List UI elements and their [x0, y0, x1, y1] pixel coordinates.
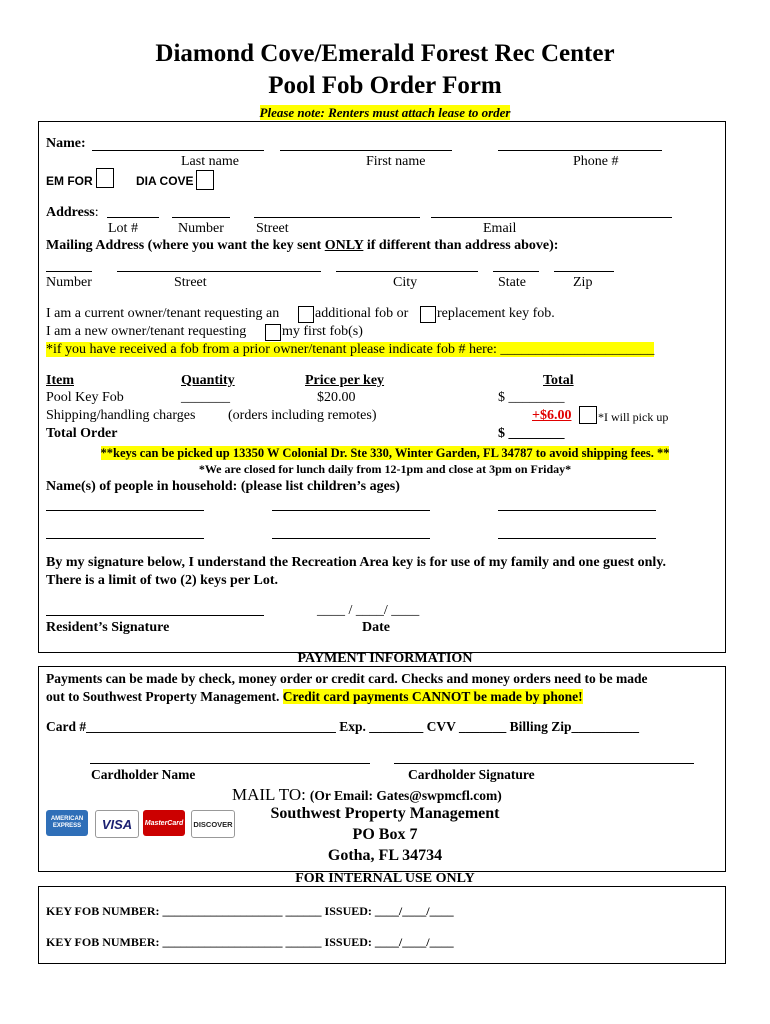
cardholder-signature-label: Cardholder Signature: [408, 767, 535, 782]
pickup-address-note: **keys can be picked up 13350 W Colonial Dr. Ste 330, Winter Garden, FL 34787 to avoid shipping fees. **: [100, 446, 670, 460]
mail-zip-caption: Zip: [573, 275, 593, 290]
cardholder-signature-field[interactable]: [394, 763, 694, 764]
number-caption: Number: [178, 221, 224, 236]
total-order-item: Total Order: [46, 426, 118, 441]
pool-key-fob-item: Pool Key Fob: [46, 390, 124, 405]
form-subtitle: Pool Fob Order Form: [268, 72, 502, 99]
payment-text-1: Payments can be made by check, money order or credit card. Checks and money orders need to be made: [46, 671, 648, 686]
mail-zip-field[interactable]: [554, 271, 614, 272]
phone-field[interactable]: [498, 150, 662, 151]
email-field[interactable]: [431, 217, 672, 218]
replacement-fob-label: replacement key fob.: [437, 306, 555, 321]
household-name-3[interactable]: [498, 510, 656, 511]
pickup-checkbox[interactable]: [579, 406, 597, 424]
lot-field[interactable]: [107, 217, 159, 218]
signature-agreement-2: There is a limit of two (2) keys per Lot.: [46, 573, 279, 588]
total-order-value[interactable]: $ ________: [498, 426, 565, 441]
date-field[interactable]: ____ / ____/ ____: [317, 603, 420, 618]
additional-fob-label: additional fob or: [315, 306, 409, 321]
internal-title: FOR INTERNAL USE ONLY: [295, 871, 475, 886]
company-city: Gotha, FL 34734: [327, 847, 443, 864]
shipping-item: Shipping/handling charges: [46, 408, 196, 423]
mail-city-caption: City: [393, 275, 418, 290]
payment-title: PAYMENT INFORMATION: [297, 651, 473, 666]
internal-section: [38, 886, 726, 964]
closed-hours-note: *We are closed for lunch daily from 12-1pm and close at 3pm on Friday*: [198, 462, 572, 476]
household-label: Name(s) of people in household: (please list children’s ages): [46, 479, 400, 494]
resident-signature-field[interactable]: [46, 615, 264, 616]
last-name-caption: Last name: [181, 154, 239, 169]
pool-key-fob-qty[interactable]: _______: [181, 390, 230, 405]
shipping-total: +$6.00: [532, 408, 572, 423]
mail-state-caption: State: [498, 275, 526, 290]
quantity-header: Quantity: [181, 373, 235, 388]
lot-caption: Lot #: [108, 221, 138, 236]
renters-note: Please note: Renters must attach lease to order: [259, 105, 511, 120]
amex-logo: AMERICAN EXPRESS: [46, 810, 88, 836]
mail-street-field[interactable]: [117, 271, 321, 272]
street-caption: Street: [256, 221, 289, 236]
last-name-field[interactable]: [92, 150, 264, 151]
mail-city-field[interactable]: [336, 271, 478, 272]
discover-logo: DISCOVER: [191, 810, 235, 838]
mail-number-field[interactable]: [46, 271, 92, 272]
household-name-6[interactable]: [498, 538, 656, 539]
request-line-2a: I am a new owner/tenant requesting: [46, 324, 247, 339]
mail-to-label: MAIL TO:: [232, 785, 306, 804]
replacement-fob-checkbox[interactable]: [420, 306, 436, 323]
mail-state-field[interactable]: [493, 271, 539, 272]
em-for-checkbox[interactable]: [96, 168, 114, 188]
mail-number-caption: Number: [46, 275, 92, 290]
pickup-label: *I will pick up: [598, 410, 669, 424]
first-fob-checkbox[interactable]: [265, 324, 281, 341]
name-label: Name:: [46, 136, 86, 151]
form-title: Diamond Cove/Emerald Forest Rec Center: [155, 40, 615, 67]
visa-logo: VISA: [95, 810, 139, 838]
request-line-1a: I am a current owner/tenant requesting an: [46, 306, 280, 321]
street-field[interactable]: [254, 217, 420, 218]
signature-agreement-1: By my signature below, I understand the Recreation Area key is for use of my family and one guest only.: [46, 555, 667, 570]
company-name: Southwest Property Management: [270, 805, 500, 822]
item-header: Item: [46, 373, 74, 388]
mail-email: (Or Email: Gates@swpmcfl.com): [309, 788, 502, 803]
card-details-line[interactable]: Card #_____________________________________ Exp. ________ CVV _______ Billing Zip__________: [46, 719, 640, 734]
po-box: PO Box 7: [352, 826, 418, 843]
cardholder-name-label: Cardholder Name: [91, 767, 196, 782]
first-fob-label: my first fob(s): [282, 324, 363, 339]
resident-signature-label: Resident’s Signature: [46, 620, 170, 635]
date-label: Date: [362, 620, 390, 635]
number-field[interactable]: [172, 217, 230, 218]
internal-fob-line-2[interactable]: KEY FOB NUMBER: ____________________ ______ ISSUED: ____/____/____: [46, 935, 454, 949]
mail-street-caption: Street: [174, 275, 207, 290]
address-label: Address: [46, 205, 95, 220]
mastercard-logo: MasterCard: [143, 810, 185, 836]
dia-cove-label: DIA COVE: [136, 174, 194, 188]
total-header: Total: [543, 373, 574, 388]
no-phone-warning: Credit card payments CANNOT be made by phone!: [282, 689, 583, 704]
dia-cove-checkbox[interactable]: [196, 170, 214, 190]
additional-fob-checkbox[interactable]: [298, 306, 314, 323]
payment-text-2: out to Southwest Property Management.: [46, 689, 283, 704]
first-name-caption: First name: [366, 154, 426, 169]
mailing-address-label: Mailing Address (where you want the key sent ONLY if different than address above):: [46, 238, 559, 253]
pool-key-fob-price: $20.00: [317, 390, 356, 405]
first-name-field[interactable]: [280, 150, 452, 151]
em-for-label: EM FOR: [46, 174, 93, 188]
household-name-1[interactable]: [46, 510, 204, 511]
address-colon: :: [94, 205, 99, 220]
phone-caption: Phone #: [573, 154, 619, 169]
cardholder-name-field[interactable]: [90, 763, 370, 764]
household-name-5[interactable]: [272, 538, 430, 539]
pool-key-fob-total[interactable]: $ ________: [498, 390, 565, 405]
internal-fob-line-1[interactable]: KEY FOB NUMBER: ____________________ ______ ISSUED: ____/____/____: [46, 904, 454, 918]
email-caption: Email: [483, 221, 517, 236]
household-name-2[interactable]: [272, 510, 430, 511]
prior-fob-note[interactable]: *if you have received a fob from a prior owner/tenant please indicate fob # here: ______________________: [46, 342, 655, 357]
shipping-note: (orders including remotes): [228, 408, 377, 423]
household-name-4[interactable]: [46, 538, 204, 539]
price-header: Price per key: [305, 373, 385, 388]
